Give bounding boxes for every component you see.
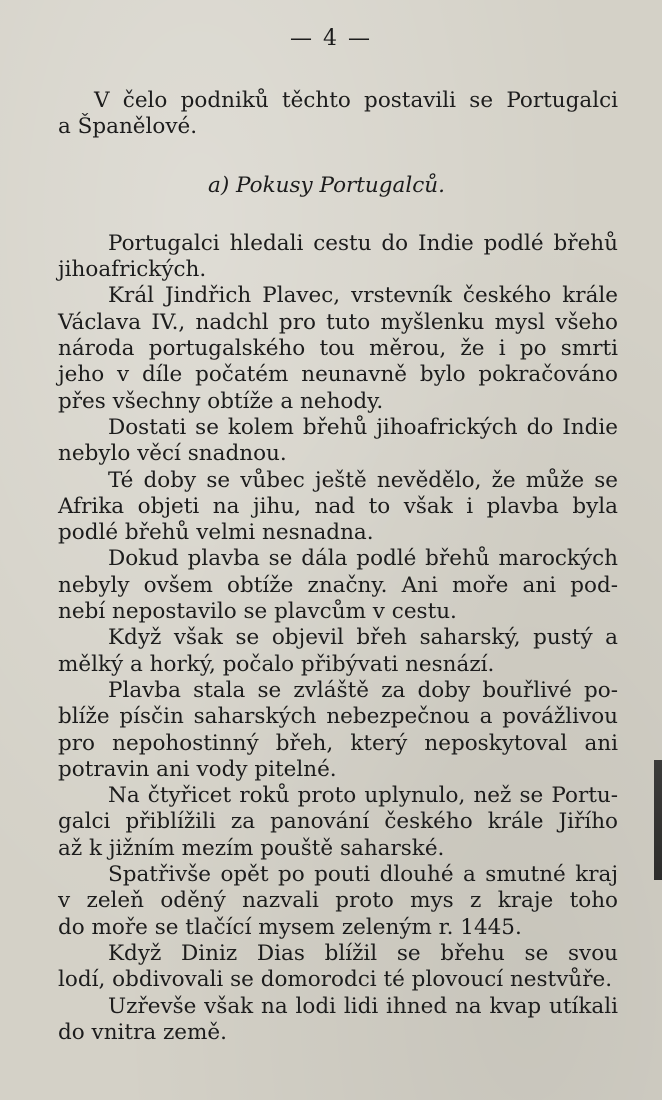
paragraph-line: potravin ani vody pitelné. xyxy=(58,756,337,782)
paragraph-line: podlé břehů velmi nesnadna. xyxy=(58,520,374,546)
paragraph-line: lodí, obdivovali se domorodci té plovoucí nestvůře. xyxy=(58,967,613,993)
section-heading: a) Pokusy Portugalců. xyxy=(208,172,445,198)
page-text xyxy=(58,88,618,1046)
paragraph-line: Král Jindřich Plavec, vrstevník českého krále xyxy=(108,283,618,309)
paragraph-line: v zeleň oděný nazvali proto mys z kraje toho xyxy=(58,888,618,914)
paragraph-line: nebyly ovšem obtíže značny. Ani moře ani pod- xyxy=(58,572,618,598)
paragraph-line: Uzřevše však na lodi lidi ihned na kvap utíkali xyxy=(108,993,618,1019)
paragraph-line: Té doby se vůbec ještě nevědělo, že může se xyxy=(108,467,618,493)
paragraph-line: nebylo věcí snadnou. xyxy=(58,441,287,467)
paragraph-line: jeho v díle počatém neunavně bylo pokračováno xyxy=(58,362,618,388)
intro-line: V čelo podniků těchto postavili se Portugalci xyxy=(94,88,618,113)
paragraph-line: Václava IV., nadchl pro tuto myšlenku mysl všeho xyxy=(58,309,618,335)
paragraph-line: Plavba stala se zvláště za doby bouřlivé po- xyxy=(108,677,618,703)
intro-line: a Španělové. xyxy=(58,114,198,140)
paragraph-line: jihoafrických. xyxy=(58,257,207,283)
paragraph-line: Na čtyřicet roků proto uplynulo, než se Portu- xyxy=(108,783,618,809)
paragraph-line: galci přiblížili za panování českého krále Jiřího xyxy=(58,809,618,835)
paragraph-line: do vnitra země. xyxy=(58,1019,227,1045)
paragraph-line: Když Diniz Dias blížil se břehu se svou xyxy=(108,940,618,966)
paragraph-line: až k jižním mezím pouště saharské. xyxy=(58,835,445,861)
paragraph-line: Afrika objeti na jihu, nad to však i plavba byla xyxy=(58,493,618,519)
paragraph-line: Když však se objevil břeh saharský, pustý a xyxy=(108,625,618,651)
page-edge-mark xyxy=(654,760,662,880)
paragraph-line: pro nepohostinný břeh, který neposkytoval ani xyxy=(58,730,618,756)
paragraph-line: do moře se tlačící mysem zeleným r. 1445. xyxy=(58,914,522,940)
paragraph-line: Dostati se kolem břehů jihoafrických do Indie xyxy=(108,414,618,440)
paragraph-line: přes všechny obtíže a nehody. xyxy=(58,388,384,414)
page-number: — 4 — xyxy=(290,26,372,51)
paragraph-line: nebí nepostavilo se plavcům v cestu. xyxy=(58,599,457,625)
paragraph-line: Portugalci hledali cestu do Indie podlé břehů xyxy=(108,230,618,256)
paragraph-line: Spatřivše opět po pouti dlouhé a smutné kraj xyxy=(108,862,618,888)
paragraph-line: mělký a horký, počalo přibývati nesnází. xyxy=(58,651,495,677)
paragraph-line: Dokud plavba se dála podlé břehů marockých xyxy=(108,546,618,572)
paragraph-line: národa portugalského tou měrou, že i po smrti xyxy=(58,336,618,362)
paragraph-line: blíže písčin saharských nebezpečnou a povážlivou xyxy=(58,704,618,730)
